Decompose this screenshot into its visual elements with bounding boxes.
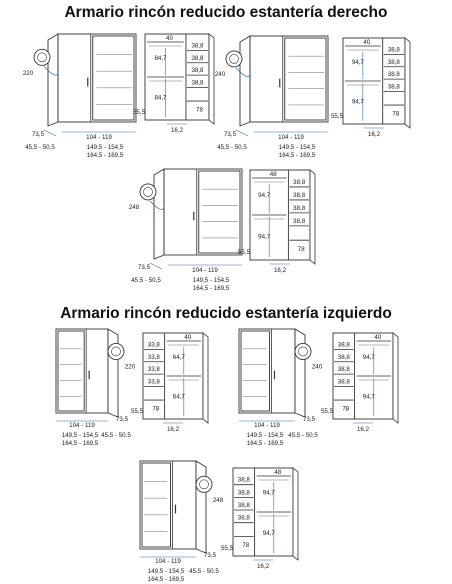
shelf-height-label: 38,8 — [337, 378, 350, 386]
wardrobe-front-view — [239, 329, 323, 447]
shelf-height-label: 38,8 — [191, 67, 204, 75]
top-height-label: 40 — [166, 35, 173, 42]
shelf-height-label: 38,8 — [293, 178, 306, 186]
shelf-height-label: 38,8 — [237, 476, 250, 484]
door-width-label: 16,2 — [356, 426, 370, 433]
door-right — [285, 38, 326, 120]
door-width-label: 16,2 — [166, 426, 180, 433]
depth-label: 45,5 - 50,5 — [25, 144, 55, 151]
total-width-2-label: 164,5 - 169,5 — [246, 440, 284, 447]
section-title-left: Armario rincón reducido estantería izquierdo — [60, 305, 392, 322]
wardrobe-front-view — [23, 34, 136, 159]
shelf-height-label: 33,8 — [147, 366, 160, 374]
side-panel — [196, 461, 206, 553]
door-width-label: 16,2 — [170, 127, 184, 134]
wardrobe-front-view — [140, 461, 224, 583]
depth-label: 45,5 - 50,5 — [288, 432, 318, 439]
side-dim-line — [150, 263, 162, 269]
height-label: 220 — [124, 363, 136, 371]
top-height-label: 48 — [274, 469, 282, 476]
interior-side — [203, 333, 208, 423]
hanging-height-label: 94,7 — [351, 98, 364, 106]
door-left — [58, 331, 84, 411]
width-label: 104 - 119 — [254, 422, 280, 429]
wardrobe-interior-view — [321, 333, 398, 433]
depth-label: 45,5 - 50,5 — [131, 277, 161, 284]
cabinet-body — [56, 329, 108, 413]
side-dim-line — [44, 130, 56, 136]
interior-depth-label: 55,5 — [320, 408, 334, 415]
interior-depth-label: 55,5 — [132, 109, 146, 116]
interior-side — [310, 170, 315, 264]
cabinet-body — [239, 329, 295, 413]
top-height-label: 40 — [363, 39, 371, 46]
top-height-label: 40 — [374, 334, 382, 341]
bottom-height-label: 78 — [242, 542, 250, 550]
height-label: 240 — [214, 71, 226, 79]
height-label: 248 — [212, 496, 224, 504]
hanging-height-label: 84,7 — [154, 94, 167, 102]
bottom-height-label: 78 — [152, 405, 160, 413]
side-panel — [295, 329, 305, 417]
wardrobe-interior-view — [221, 468, 298, 570]
interior-side — [209, 34, 214, 124]
wardrobe-interior-view — [331, 38, 410, 138]
door-right — [199, 171, 240, 253]
door-rotation-disc — [108, 343, 124, 359]
total-width-2-label: 164,5 - 169,5 — [86, 152, 124, 159]
door-left — [241, 331, 269, 411]
height-label: 248 — [128, 204, 140, 212]
shelf-height-label: 38,8 — [191, 42, 204, 50]
total-width-1-label: 149,5 - 154,5 — [147, 568, 185, 575]
hanging-height-label: 94,7 — [362, 353, 375, 361]
shelf-height-label: 38,8 — [337, 366, 350, 374]
interior-depth-label: 55,5 — [330, 113, 344, 120]
shelf-height-label: 38,8 — [337, 341, 350, 349]
shelf-height-label: 38,8 — [293, 191, 306, 199]
cabinet-body — [250, 36, 328, 122]
door-rotation-disc — [140, 184, 156, 200]
interior-depth-label: 55,5 — [237, 249, 251, 256]
shelf-height-label: 38,8 — [387, 71, 400, 79]
hanging-height-label: 64,7 — [172, 393, 185, 401]
hanging-height-label: 94,7 — [258, 233, 271, 241]
door-width-label: 16,2 — [273, 267, 287, 274]
shelf-height-label: 38,8 — [237, 489, 250, 497]
shelf-height-label: 38,8 — [387, 58, 400, 66]
side-depth-label: 73,5 — [115, 416, 129, 423]
wardrobe-front-view — [215, 36, 328, 159]
cabinet-body — [58, 34, 136, 122]
shelf-height-label: 38,8 — [337, 353, 350, 361]
shelf-height-label: 38,8 — [387, 46, 400, 54]
total-width-2-label: 164,5 - 169,5 — [147, 576, 185, 583]
shelf-height-label: 38,8 — [191, 54, 204, 62]
door-width-label: 16,2 — [367, 131, 381, 138]
wardrobe-interior-view — [133, 34, 214, 134]
shelf-height-label: 38,8 — [237, 514, 250, 522]
cabinet-body — [140, 461, 196, 549]
width-label: 104 - 119 — [86, 134, 112, 141]
door-width-label: 16,2 — [256, 563, 270, 570]
interior-side — [393, 333, 398, 423]
section-title-right: Armario rincón reducido estantería derecho — [64, 4, 388, 21]
interior-side — [405, 38, 410, 128]
door-right — [93, 36, 134, 120]
total-width-1-label: 149,5 - 154,5 — [61, 432, 99, 439]
interior-depth-label: 55,5 — [130, 408, 144, 415]
hanging-height-label: 94,7 — [351, 58, 364, 66]
shelf-height-label: 38,8 — [191, 79, 204, 87]
depth-label: 45,5 - 50,5 — [101, 432, 131, 439]
side-panel — [154, 169, 164, 259]
total-width-2-label: 164,5 - 169,5 — [192, 285, 230, 292]
width-label: 104 - 119 — [69, 422, 95, 429]
total-width-2-label: 164,5 - 169,5 — [61, 440, 99, 447]
shelf-height-label: 33,8 — [147, 378, 160, 386]
shelf-height-label: 38,8 — [387, 83, 400, 91]
bottom-height-label: 78 — [392, 110, 400, 118]
side-depth-label: 73,5 — [31, 131, 45, 138]
top-height-label: 40 — [184, 334, 192, 341]
bottom-height-label: 78 — [196, 106, 203, 114]
hanging-height-label: 84,7 — [154, 54, 167, 62]
side-depth-label: 73,5 — [223, 131, 237, 138]
hanging-height-label: 94,7 — [262, 529, 275, 537]
wardrobe-front-view — [56, 329, 136, 447]
shelf-height-label: 38,8 — [237, 502, 250, 510]
interior-depth-label: 55,5 — [220, 545, 234, 552]
total-width-1-label: 149,5 - 154,5 — [192, 277, 230, 284]
hanging-height-label: 64,7 — [172, 353, 185, 361]
side-panel — [48, 34, 58, 126]
hanging-height-label: 94,7 — [258, 192, 271, 199]
depth-label: 45,5 - 50,5 — [189, 568, 219, 575]
shelf-height-label: 33,8 — [147, 341, 160, 349]
width-label: 104 - 119 — [278, 134, 304, 141]
cabinet-body — [164, 169, 242, 255]
side-panel — [240, 36, 250, 126]
total-width-1-label: 149,5 - 154,5 — [86, 144, 124, 151]
door-rotation-disc — [34, 49, 50, 65]
height-label: 220 — [22, 69, 34, 77]
shelf-height-label: 33,8 — [147, 353, 160, 361]
door-rotation-disc — [295, 343, 311, 359]
width-label: 104 - 119 — [155, 558, 181, 565]
hanging-height-label: 94,7 — [262, 489, 275, 497]
side-panel — [108, 329, 118, 417]
wardrobe-interior-view — [238, 170, 315, 274]
wardrobe-front-view — [129, 169, 242, 292]
total-width-1-label: 149,5 - 154,5 — [278, 144, 316, 151]
shelf-height-label: 38,8 — [293, 204, 306, 212]
wardrobe-interior-view — [131, 333, 208, 433]
side-depth-label: 73,5 — [302, 416, 316, 423]
shelf-height-label: 38,8 — [293, 217, 306, 225]
depth-label: 45,5 - 50,5 — [217, 144, 247, 151]
height-label: 240 — [311, 363, 323, 371]
width-label: 104 - 119 — [192, 267, 218, 274]
total-width-2-label: 164,5 - 169,5 — [278, 152, 316, 159]
door-left — [142, 463, 170, 547]
interior-side — [293, 468, 298, 560]
door-rotation-disc — [226, 51, 242, 67]
hanging-height-label: 94,7 — [362, 393, 375, 401]
bottom-height-label: 78 — [342, 405, 350, 413]
bottom-height-label: 78 — [297, 246, 305, 253]
total-width-1-label: 149,5 - 154,5 — [246, 432, 284, 439]
side-depth-label: 73,5 — [137, 264, 151, 271]
top-height-label: 48 — [269, 171, 277, 178]
door-rotation-disc — [196, 476, 212, 492]
side-depth-label: 73,5 — [203, 552, 217, 559]
side-dim-line — [236, 130, 248, 136]
